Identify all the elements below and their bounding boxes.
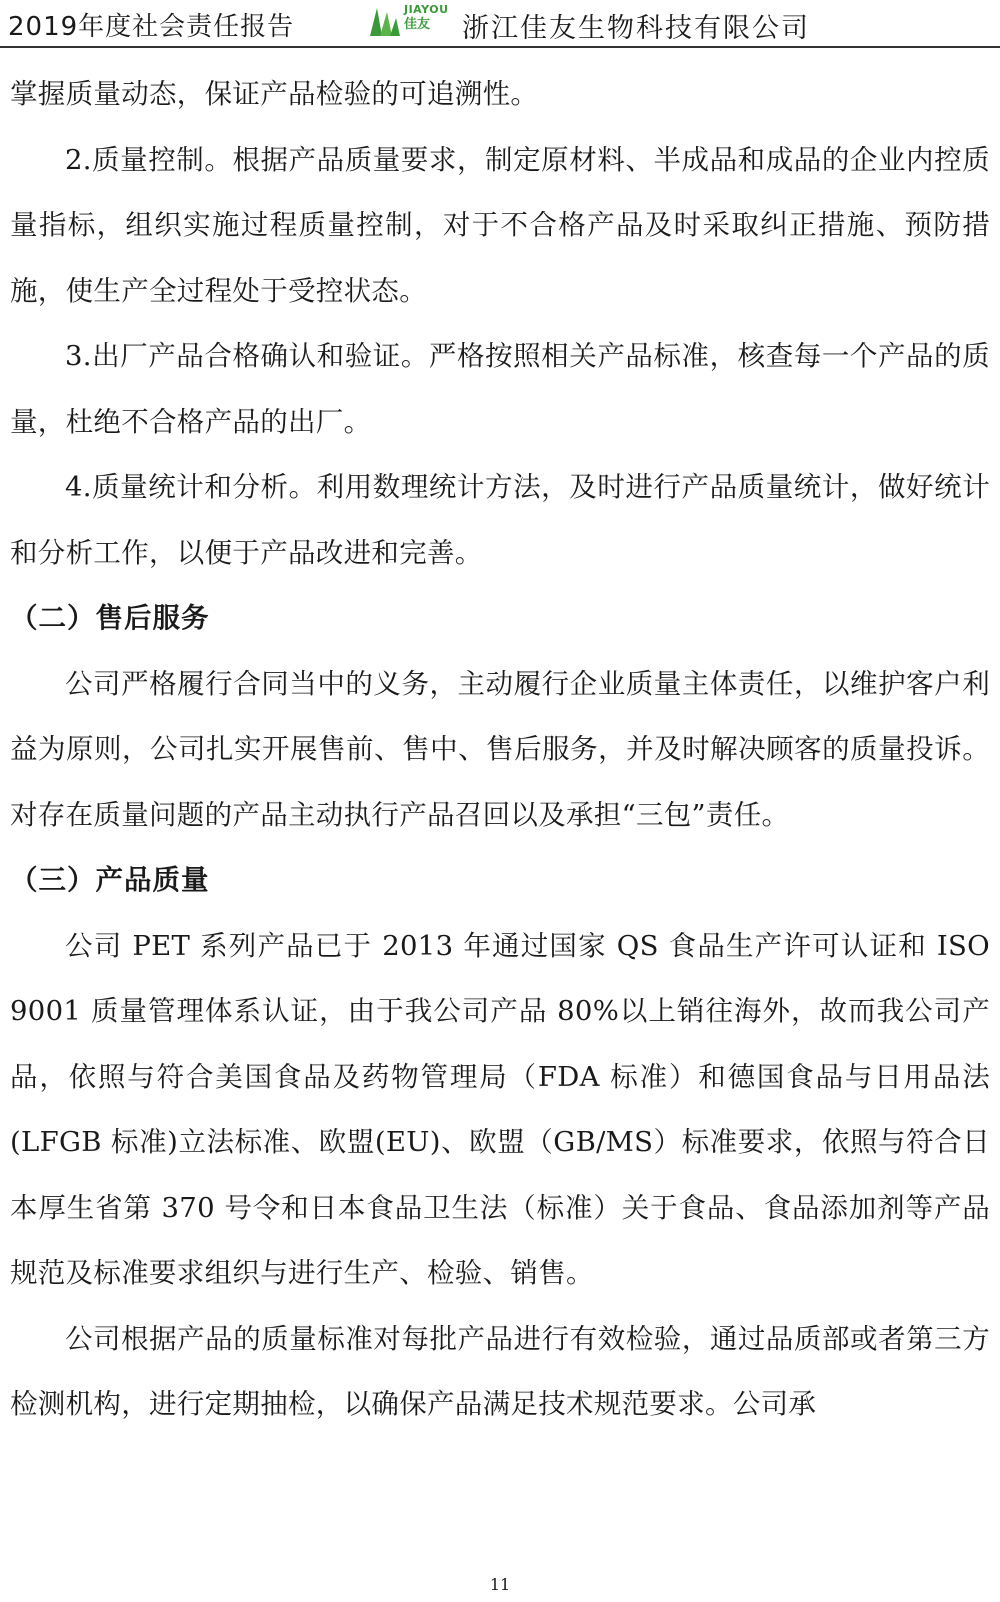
company-name: 浙江佳友生物科技有限公司	[462, 13, 810, 44]
page-header	[0, 0, 1000, 46]
logo-wordmark	[404, 4, 449, 31]
page-number: 11	[489, 1575, 511, 1594]
paragraph-quality-control: 2.质量控制。根据产品质量要求，制定原材料、半成品和成品的企业内控质量指标，组织实施过程质量控制，对于不合格产品及时采取纠正措施、预防措施，使生产全过程处于受控状态。	[10, 143, 990, 307]
document-body	[10, 62, 990, 1438]
paragraph-after-sales: 公司严格履行合同当中的义务，主动履行企业质量主体责任，以维护客户利益为原则，公司扎实开展售前、售中、售后服务，并及时解决顾客的质量投诉。对存在质量问题的产品主动执行产品召回以及承担“三包”责任。	[10, 667, 990, 831]
section-heading-after-sales: （二）售后服务	[10, 602, 210, 634]
header-divider	[0, 46, 1000, 48]
paragraph-quality-statistics: 4.质量统计和分析。利用数理统计方法，及时进行产品质量统计，做好统计和分析工作，以便于产品改进和完善。	[10, 471, 990, 569]
paragraph-factory-verification: 3.出厂产品合格确认和验证。严格按照相关产品标准，核查每一个产品的质量，杜绝不合格产品的出厂。	[10, 340, 990, 438]
paragraph-inspection: 公司根据产品的质量标准对每批产品进行有效检验，通过品质部或者第三方检测机构，进行定期抽检，以确保产品满足技术规范要求。公司承	[10, 1322, 990, 1420]
paragraph-certifications: 公司 PET 系列产品已于 2013 年通过国家 QS 食品生产许可认证和 ISO 9001 质量管理体系认证，由于我公司产品 80%以上销往海外，故而我公司产品，依照与符合美国食品及药物管理局（FDA 标准）和德国食品与日用品法(LFGB 标准)立法标准、欧盟(EU)、欧盟（GB/MS）标准要求，依照与符合日本厚生省第 370 号令和日本食品卫生法（标准）关于食品、食品添加剂等产品规范及标准要求组织与进行生产、检验、销售。	[10, 929, 990, 1289]
paragraph-1: 掌握质量动态，保证产品检验的可追溯性。	[10, 78, 539, 110]
logo-text-en: JIAYOU	[404, 3, 449, 16]
report-title: 2019年度社会责任报告	[8, 12, 295, 42]
logo-text-cn: 佳友	[404, 17, 431, 32]
section-heading-product-quality: （三）产品质量	[10, 864, 210, 896]
